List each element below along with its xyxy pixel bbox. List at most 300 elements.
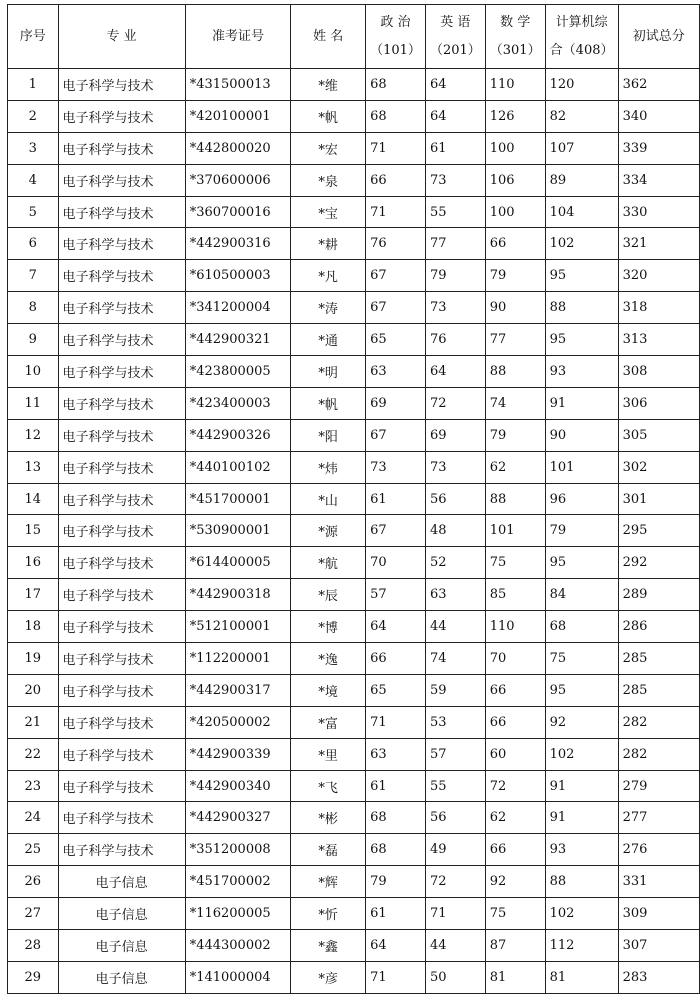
cell-name: *航 bbox=[291, 547, 366, 579]
cell-english: 79 bbox=[425, 260, 485, 292]
table-row bbox=[8, 451, 700, 483]
cell-english: 53 bbox=[425, 706, 485, 738]
table-row bbox=[8, 324, 700, 356]
cell-seq: 28 bbox=[8, 930, 59, 962]
cell-math: 75 bbox=[485, 547, 545, 579]
cell-seq: 5 bbox=[8, 196, 59, 228]
cell-exam-id: *420100001 bbox=[185, 100, 291, 132]
cell-math: 87 bbox=[485, 930, 545, 962]
cell-seq: 24 bbox=[8, 802, 59, 834]
cell-major: 电子科学与技术 bbox=[58, 164, 185, 196]
cell-major: 电子科学与技术 bbox=[58, 483, 185, 515]
cell-english: 52 bbox=[425, 547, 485, 579]
cell-total: 305 bbox=[618, 419, 699, 451]
cell-seq: 1 bbox=[8, 69, 59, 101]
cell-cs: 88 bbox=[545, 866, 618, 898]
cell-name: *维 bbox=[291, 69, 366, 101]
cell-total: 279 bbox=[618, 770, 699, 802]
table-row bbox=[8, 164, 700, 196]
cell-exam-id: *351200008 bbox=[185, 834, 291, 866]
cell-name: *炜 bbox=[291, 451, 366, 483]
table-row bbox=[8, 611, 700, 643]
cell-major: 电子科学与技术 bbox=[58, 802, 185, 834]
cell-name: *里 bbox=[291, 738, 366, 770]
cell-politics: 68 bbox=[366, 834, 426, 866]
cell-english: 56 bbox=[425, 483, 485, 515]
cell-math: 101 bbox=[485, 515, 545, 547]
cell-politics: 71 bbox=[366, 132, 426, 164]
cell-name: *涛 bbox=[291, 292, 366, 324]
cell-english: 76 bbox=[425, 324, 485, 356]
header-seq: 序号 bbox=[8, 5, 59, 69]
table-row bbox=[8, 387, 700, 419]
cell-total: 276 bbox=[618, 834, 699, 866]
cell-exam-id: *141000004 bbox=[185, 961, 291, 993]
cell-exam-id: *442900340 bbox=[185, 770, 291, 802]
cell-math: 62 bbox=[485, 802, 545, 834]
cell-exam-id: *116200005 bbox=[185, 898, 291, 930]
cell-exam-id: *442900317 bbox=[185, 674, 291, 706]
cell-total: 302 bbox=[618, 451, 699, 483]
cell-seq: 22 bbox=[8, 738, 59, 770]
cell-major: 电子科学与技术 bbox=[58, 356, 185, 388]
cell-seq: 4 bbox=[8, 164, 59, 196]
cell-seq: 19 bbox=[8, 643, 59, 675]
cell-total: 283 bbox=[618, 961, 699, 993]
cell-major: 电子信息 bbox=[58, 961, 185, 993]
table-row bbox=[8, 132, 700, 164]
cell-english: 73 bbox=[425, 164, 485, 196]
cell-math: 92 bbox=[485, 866, 545, 898]
cell-cs: 81 bbox=[545, 961, 618, 993]
header-exam-id: 准考证号 bbox=[185, 5, 291, 69]
cell-name: *辰 bbox=[291, 579, 366, 611]
cell-politics: 68 bbox=[366, 802, 426, 834]
cell-politics: 67 bbox=[366, 419, 426, 451]
cell-exam-id: *423400003 bbox=[185, 387, 291, 419]
cell-seq: 13 bbox=[8, 451, 59, 483]
cell-seq: 3 bbox=[8, 132, 59, 164]
cell-exam-id: *610500003 bbox=[185, 260, 291, 292]
cell-major: 电子科学与技术 bbox=[58, 260, 185, 292]
cell-total: 318 bbox=[618, 292, 699, 324]
cell-math: 74 bbox=[485, 387, 545, 419]
cell-math: 88 bbox=[485, 356, 545, 388]
cell-major: 电子科学与技术 bbox=[58, 643, 185, 675]
cell-english: 59 bbox=[425, 674, 485, 706]
table-row bbox=[8, 674, 700, 706]
cell-seq: 9 bbox=[8, 324, 59, 356]
table-row bbox=[8, 930, 700, 962]
cell-politics: 61 bbox=[366, 483, 426, 515]
cell-cs: 79 bbox=[545, 515, 618, 547]
cell-total: 306 bbox=[618, 387, 699, 419]
header-politics-code: （101） bbox=[370, 42, 421, 58]
cell-cs: 75 bbox=[545, 643, 618, 675]
cell-total: 331 bbox=[618, 866, 699, 898]
cell-exam-id: *451700002 bbox=[185, 866, 291, 898]
cell-seq: 7 bbox=[8, 260, 59, 292]
cell-major: 电子科学与技术 bbox=[58, 770, 185, 802]
cell-english: 77 bbox=[425, 228, 485, 260]
cell-seq: 10 bbox=[8, 356, 59, 388]
cell-math: 62 bbox=[485, 451, 545, 483]
cell-politics: 71 bbox=[366, 961, 426, 993]
cell-math: 66 bbox=[485, 228, 545, 260]
cell-name: *凡 bbox=[291, 260, 366, 292]
cell-math: 75 bbox=[485, 898, 545, 930]
cell-english: 57 bbox=[425, 738, 485, 770]
cell-major: 电子科学与技术 bbox=[58, 324, 185, 356]
cell-major: 电子科学与技术 bbox=[58, 387, 185, 419]
cell-seq: 15 bbox=[8, 515, 59, 547]
cell-name: *宏 bbox=[291, 132, 366, 164]
cell-major: 电子科学与技术 bbox=[58, 132, 185, 164]
cell-exam-id: *442900318 bbox=[185, 579, 291, 611]
cell-name: *帆 bbox=[291, 100, 366, 132]
cell-cs: 89 bbox=[545, 164, 618, 196]
header-math bbox=[485, 5, 545, 69]
cell-major: 电子科学与技术 bbox=[58, 69, 185, 101]
table-row bbox=[8, 228, 700, 260]
cell-exam-id: *440100102 bbox=[185, 451, 291, 483]
cell-math: 110 bbox=[485, 69, 545, 101]
cell-politics: 68 bbox=[366, 69, 426, 101]
cell-exam-id: *442900326 bbox=[185, 419, 291, 451]
table-row bbox=[8, 356, 700, 388]
cell-major: 电子科学与技术 bbox=[58, 834, 185, 866]
cell-english: 50 bbox=[425, 961, 485, 993]
cell-exam-id: *444300002 bbox=[185, 930, 291, 962]
cell-cs: 91 bbox=[545, 387, 618, 419]
cell-exam-id: *442800020 bbox=[185, 132, 291, 164]
cell-cs: 93 bbox=[545, 834, 618, 866]
header-math-code: （301） bbox=[489, 42, 541, 58]
cell-math: 66 bbox=[485, 674, 545, 706]
cell-cs: 102 bbox=[545, 898, 618, 930]
cell-politics: 69 bbox=[366, 387, 426, 419]
cell-name: *鑫 bbox=[291, 930, 366, 962]
cell-exam-id: *420500002 bbox=[185, 706, 291, 738]
cell-cs: 93 bbox=[545, 356, 618, 388]
header-english bbox=[425, 5, 485, 69]
table-row bbox=[8, 196, 700, 228]
cell-math: 70 bbox=[485, 643, 545, 675]
cell-cs: 95 bbox=[545, 674, 618, 706]
cell-exam-id: *341200004 bbox=[185, 292, 291, 324]
cell-cs: 107 bbox=[545, 132, 618, 164]
table-row bbox=[8, 961, 700, 993]
cell-math: 100 bbox=[485, 196, 545, 228]
cell-cs: 91 bbox=[545, 802, 618, 834]
cell-politics: 65 bbox=[366, 324, 426, 356]
cell-cs: 101 bbox=[545, 451, 618, 483]
cell-english: 73 bbox=[425, 451, 485, 483]
cell-seq: 20 bbox=[8, 674, 59, 706]
cell-math: 79 bbox=[485, 260, 545, 292]
cell-politics: 63 bbox=[366, 356, 426, 388]
header-cs bbox=[545, 5, 618, 69]
cell-english: 44 bbox=[425, 930, 485, 962]
cell-total: 340 bbox=[618, 100, 699, 132]
cell-cs: 120 bbox=[545, 69, 618, 101]
cell-politics: 61 bbox=[366, 898, 426, 930]
header-math-label: 数 学 bbox=[500, 14, 531, 30]
table-row bbox=[8, 419, 700, 451]
cell-cs: 88 bbox=[545, 292, 618, 324]
cell-cs: 96 bbox=[545, 483, 618, 515]
cell-math: 106 bbox=[485, 164, 545, 196]
cell-math: 77 bbox=[485, 324, 545, 356]
cell-name: *通 bbox=[291, 324, 366, 356]
cell-politics: 79 bbox=[366, 866, 426, 898]
cell-math: 81 bbox=[485, 961, 545, 993]
cell-name: *阳 bbox=[291, 419, 366, 451]
cell-exam-id: *512100001 bbox=[185, 611, 291, 643]
cell-total: 286 bbox=[618, 611, 699, 643]
cell-total: 321 bbox=[618, 228, 699, 260]
cell-major: 电子科学与技术 bbox=[58, 100, 185, 132]
table-row bbox=[8, 834, 700, 866]
cell-exam-id: *530900001 bbox=[185, 515, 291, 547]
cell-seq: 6 bbox=[8, 228, 59, 260]
cell-politics: 57 bbox=[366, 579, 426, 611]
cell-name: *彬 bbox=[291, 802, 366, 834]
cell-english: 71 bbox=[425, 898, 485, 930]
cell-math: 85 bbox=[485, 579, 545, 611]
cell-seq: 11 bbox=[8, 387, 59, 419]
cell-politics: 66 bbox=[366, 164, 426, 196]
cell-cs: 82 bbox=[545, 100, 618, 132]
cell-politics: 71 bbox=[366, 706, 426, 738]
cell-exam-id: *451700001 bbox=[185, 483, 291, 515]
cell-cs: 91 bbox=[545, 770, 618, 802]
cell-cs: 84 bbox=[545, 579, 618, 611]
cell-total: 289 bbox=[618, 579, 699, 611]
cell-exam-id: *442900339 bbox=[185, 738, 291, 770]
cell-politics: 71 bbox=[366, 196, 426, 228]
cell-name: *源 bbox=[291, 515, 366, 547]
cell-seq: 14 bbox=[8, 483, 59, 515]
cell-english: 74 bbox=[425, 643, 485, 675]
cell-name: *磊 bbox=[291, 834, 366, 866]
cell-politics: 73 bbox=[366, 451, 426, 483]
cell-cs: 104 bbox=[545, 196, 618, 228]
cell-math: 100 bbox=[485, 132, 545, 164]
cell-seq: 2 bbox=[8, 100, 59, 132]
cell-name: *帆 bbox=[291, 387, 366, 419]
cell-total: 295 bbox=[618, 515, 699, 547]
cell-english: 73 bbox=[425, 292, 485, 324]
cell-total: 277 bbox=[618, 802, 699, 834]
cell-math: 110 bbox=[485, 611, 545, 643]
cell-name: *明 bbox=[291, 356, 366, 388]
cell-seq: 12 bbox=[8, 419, 59, 451]
cell-name: *境 bbox=[291, 674, 366, 706]
cell-english: 64 bbox=[425, 69, 485, 101]
cell-major: 电子信息 bbox=[58, 866, 185, 898]
header-cs-code: 合（408） bbox=[549, 42, 614, 58]
cell-major: 电子科学与技术 bbox=[58, 706, 185, 738]
cell-total: 330 bbox=[618, 196, 699, 228]
cell-name: *彦 bbox=[291, 961, 366, 993]
cell-name: *逸 bbox=[291, 643, 366, 675]
cell-english: 44 bbox=[425, 611, 485, 643]
table-header bbox=[8, 5, 700, 69]
table-row bbox=[8, 547, 700, 579]
cell-exam-id: *370600006 bbox=[185, 164, 291, 196]
header-english-label: 英 语 bbox=[440, 14, 471, 30]
cell-total: 285 bbox=[618, 643, 699, 675]
cell-english: 72 bbox=[425, 866, 485, 898]
cell-politics: 67 bbox=[366, 260, 426, 292]
cell-cs: 102 bbox=[545, 228, 618, 260]
cell-seq: 16 bbox=[8, 547, 59, 579]
cell-exam-id: *112200001 bbox=[185, 643, 291, 675]
cell-math: 66 bbox=[485, 706, 545, 738]
cell-seq: 21 bbox=[8, 706, 59, 738]
cell-cs: 95 bbox=[545, 547, 618, 579]
table-row bbox=[8, 643, 700, 675]
table-row bbox=[8, 100, 700, 132]
cell-math: 126 bbox=[485, 100, 545, 132]
cell-exam-id: *360700016 bbox=[185, 196, 291, 228]
cell-cs: 68 bbox=[545, 611, 618, 643]
cell-total: 320 bbox=[618, 260, 699, 292]
cell-total: 308 bbox=[618, 356, 699, 388]
cell-major: 电子科学与技术 bbox=[58, 738, 185, 770]
cell-english: 64 bbox=[425, 100, 485, 132]
cell-politics: 67 bbox=[366, 292, 426, 324]
cell-politics: 66 bbox=[366, 643, 426, 675]
cell-name: *山 bbox=[291, 483, 366, 515]
cell-cs: 112 bbox=[545, 930, 618, 962]
cell-name: *富 bbox=[291, 706, 366, 738]
cell-exam-id: *442900321 bbox=[185, 324, 291, 356]
table-row bbox=[8, 738, 700, 770]
cell-total: 282 bbox=[618, 706, 699, 738]
cell-total: 307 bbox=[618, 930, 699, 962]
cell-exam-id: *442900316 bbox=[185, 228, 291, 260]
cell-total: 362 bbox=[618, 69, 699, 101]
table-row bbox=[8, 292, 700, 324]
cell-major: 电子科学与技术 bbox=[58, 196, 185, 228]
cell-english: 48 bbox=[425, 515, 485, 547]
cell-cs: 92 bbox=[545, 706, 618, 738]
cell-cs: 102 bbox=[545, 738, 618, 770]
cell-major: 电子科学与技术 bbox=[58, 515, 185, 547]
cell-math: 60 bbox=[485, 738, 545, 770]
cell-english: 55 bbox=[425, 196, 485, 228]
cell-major: 电子科学与技术 bbox=[58, 451, 185, 483]
cell-math: 66 bbox=[485, 834, 545, 866]
table-body bbox=[8, 69, 700, 994]
cell-major: 电子信息 bbox=[58, 930, 185, 962]
cell-seq: 29 bbox=[8, 961, 59, 993]
cell-seq: 17 bbox=[8, 579, 59, 611]
table-row bbox=[8, 706, 700, 738]
table-row bbox=[8, 69, 700, 101]
cell-name: *飞 bbox=[291, 770, 366, 802]
cell-exam-id: *442900327 bbox=[185, 802, 291, 834]
header-name: 姓 名 bbox=[291, 5, 366, 69]
cell-name: *泉 bbox=[291, 164, 366, 196]
cell-total: 292 bbox=[618, 547, 699, 579]
cell-exam-id: *431500013 bbox=[185, 69, 291, 101]
cell-politics: 67 bbox=[366, 515, 426, 547]
cell-english: 64 bbox=[425, 356, 485, 388]
cell-english: 72 bbox=[425, 387, 485, 419]
score-table bbox=[7, 4, 700, 994]
cell-math: 79 bbox=[485, 419, 545, 451]
cell-politics: 65 bbox=[366, 674, 426, 706]
cell-total: 334 bbox=[618, 164, 699, 196]
cell-english: 55 bbox=[425, 770, 485, 802]
table-row bbox=[8, 770, 700, 802]
cell-exam-id: *614400005 bbox=[185, 547, 291, 579]
cell-name: *忻 bbox=[291, 898, 366, 930]
cell-math: 90 bbox=[485, 292, 545, 324]
table-row bbox=[8, 802, 700, 834]
cell-exam-id: *423800005 bbox=[185, 356, 291, 388]
table-row bbox=[8, 515, 700, 547]
cell-seq: 26 bbox=[8, 866, 59, 898]
cell-total: 339 bbox=[618, 132, 699, 164]
cell-major: 电子科学与技术 bbox=[58, 547, 185, 579]
cell-total: 313 bbox=[618, 324, 699, 356]
cell-name: *宝 bbox=[291, 196, 366, 228]
header-cs-label: 计算机综 bbox=[555, 14, 608, 30]
cell-politics: 61 bbox=[366, 770, 426, 802]
cell-english: 49 bbox=[425, 834, 485, 866]
cell-math: 88 bbox=[485, 483, 545, 515]
cell-major: 电子科学与技术 bbox=[58, 611, 185, 643]
cell-english: 63 bbox=[425, 579, 485, 611]
header-politics-label: 政 治 bbox=[380, 14, 411, 30]
cell-seq: 18 bbox=[8, 611, 59, 643]
table-row bbox=[8, 260, 700, 292]
cell-politics: 70 bbox=[366, 547, 426, 579]
cell-total: 309 bbox=[618, 898, 699, 930]
cell-politics: 76 bbox=[366, 228, 426, 260]
cell-seq: 8 bbox=[8, 292, 59, 324]
header-total: 初试总分 bbox=[618, 5, 699, 69]
table-row bbox=[8, 483, 700, 515]
cell-major: 电子信息 bbox=[58, 898, 185, 930]
cell-major: 电子科学与技术 bbox=[58, 419, 185, 451]
cell-cs: 90 bbox=[545, 419, 618, 451]
cell-english: 56 bbox=[425, 802, 485, 834]
cell-major: 电子科学与技术 bbox=[58, 674, 185, 706]
cell-math: 72 bbox=[485, 770, 545, 802]
header-major: 专 业 bbox=[58, 5, 185, 69]
cell-politics: 64 bbox=[366, 930, 426, 962]
cell-name: *耕 bbox=[291, 228, 366, 260]
header-row bbox=[8, 5, 700, 69]
cell-name: *辉 bbox=[291, 866, 366, 898]
cell-total: 282 bbox=[618, 738, 699, 770]
cell-politics: 64 bbox=[366, 611, 426, 643]
cell-politics: 63 bbox=[366, 738, 426, 770]
cell-cs: 95 bbox=[545, 324, 618, 356]
table-row bbox=[8, 579, 700, 611]
cell-politics: 68 bbox=[366, 100, 426, 132]
cell-seq: 25 bbox=[8, 834, 59, 866]
cell-total: 301 bbox=[618, 483, 699, 515]
cell-total: 285 bbox=[618, 674, 699, 706]
cell-name: *博 bbox=[291, 611, 366, 643]
header-english-code: （201） bbox=[429, 42, 481, 58]
